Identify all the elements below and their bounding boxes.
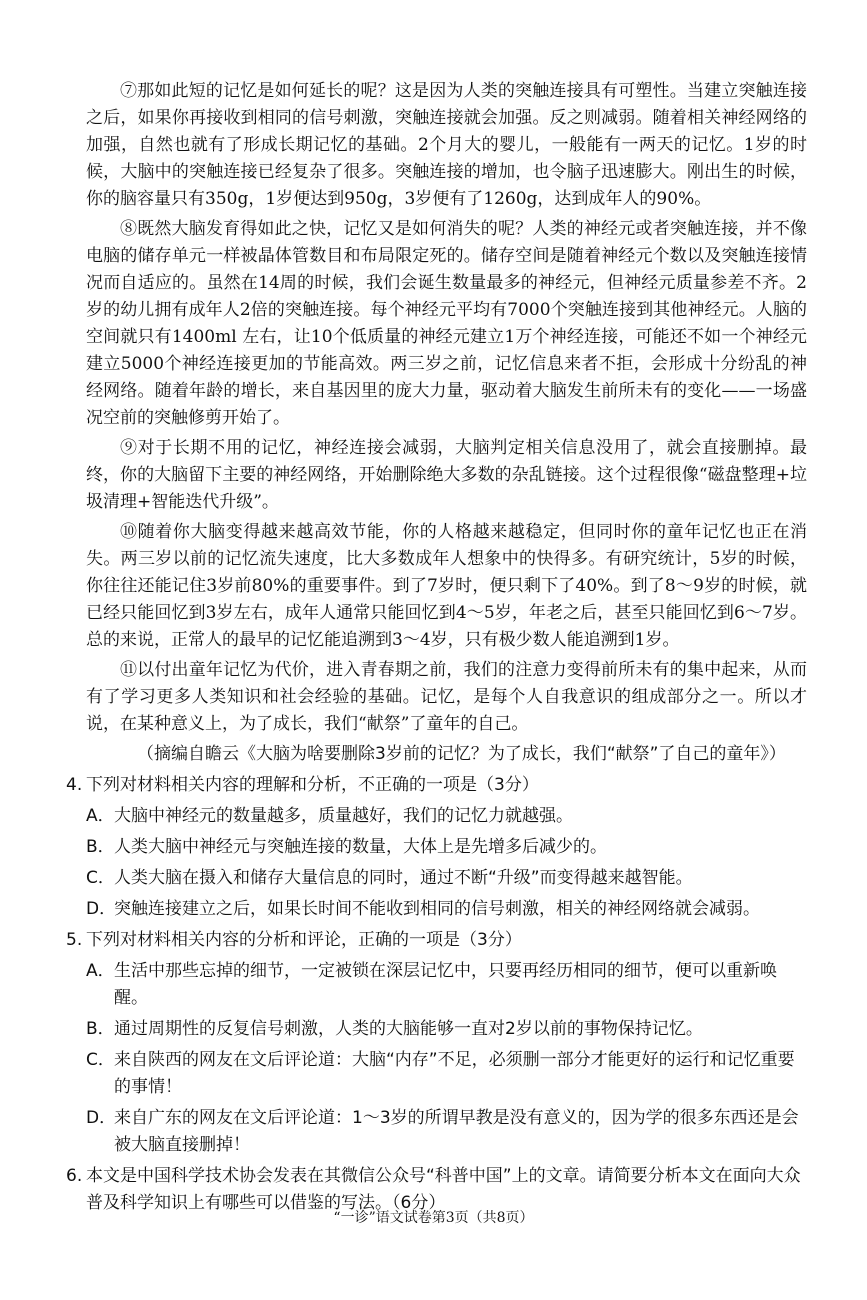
option-label: B． — [86, 1019, 115, 1039]
option-label: D． — [86, 899, 117, 919]
option-text: 来自陕西的网友在文后评论道：大脑“内存”不足，必须删一部分才能更好的运行和记忆重要的事情！ — [114, 1050, 795, 1097]
question-4 — [66, 772, 807, 923]
question-number: 4. — [66, 775, 83, 795]
page-footer: “一诊”语文试卷第3页（共8页） — [333, 1210, 534, 1226]
question-number: 6. — [66, 1166, 83, 1186]
option-text: 人类大脑中神经元与突触连接的数量，大体上是先增多后减少的。 — [114, 837, 607, 857]
source-citation: （摘编自瞻云《大脑为啥要删除3岁前的记忆？为了成长，我们“献祭”了自己的童年》） — [137, 744, 786, 764]
option-c — [86, 1047, 807, 1101]
option-a — [86, 958, 807, 1012]
question-text: 下列对材料相关内容的分析和评论，正确的一项是（3分） — [86, 930, 522, 950]
option-text: 生活中那些忘掉的细节，一定被锁在深层记忆中，只要再经历相同的细节，便可以重新唤醒。 — [114, 961, 777, 1008]
option-b — [86, 1016, 807, 1043]
option-list — [86, 958, 807, 1159]
option-label: C． — [86, 868, 115, 888]
option-d — [86, 896, 807, 923]
option-label: A． — [86, 961, 115, 981]
paragraph-11: ⑪以付出童年记忆为代价，进入青春期之前，我们的注意力变得前所未有的集中起来，从而有了学习更多人类知识和社会经验的基础。记忆，是每个人自我意识的组成部分之一。所以才说，在某种意义上，为了成长，我们“献祭”了童年的自己。 — [86, 660, 807, 734]
question-stem — [66, 927, 807, 954]
paragraph-7: ⑦那如此短的记忆是如何延长的呢？这是因为人类的突触连接具有可塑性。当建立突触连接之后，如果你再接收到相同的信号刺激，突触连接就会加强。反之则减弱。随着相关神经网络的加强，自然也就有了形成长期记忆的基础。2个月大的婴儿，一般能有一两天的记忆。1岁的时候，大脑中的突触连接已经复杂了很多。突触连接的增加，也令脑子迅速膨大。刚出生的时候，你的脑容量只有350g，1岁便达到950g，3岁便有了1260g，达到成年人的90%。 — [86, 81, 807, 209]
question-number: 5. — [66, 930, 83, 950]
option-text: 突触连接建立之后，如果长时间不能收到相同的信号刺激，相关的神经网络就会减弱。 — [114, 899, 760, 919]
question-stem — [66, 772, 807, 799]
paragraph-8: ⑧既然大脑发育得如此之快，记忆又是如何消失的呢？人类的神经元或者突触连接，并不像电脑的储存单元一样被晶体管数目和布局限定死的。储存空间是随着神经元个数以及突触连接情况而自适应的。虽然在14周的时候，我们会诞生数量最多的神经元，但神经元质量参差不齐。2岁的幼儿拥有成年人2倍的突触连接。每个神经元平均有7000个突触连接到其他神经元。人脑的空间就只有1400ml 左右，让10个低质量的神经元建立1万个神经连接，可能还不如一个神经元建立5000个神经连接更加的节能高效。两三岁之前，记忆信息来者不拒，会形成十分纷乱的神经网络。随着年龄的增长，来自基因里的庞大力量，驱动着大脑发生前所未有的变化——一场盛况空前的突触修剪开始了。 — [86, 219, 807, 428]
paragraph-10: ⑩随着你大脑变得越来越高效节能，你的人格越来越稳定，但同时你的童年记忆也正在消失。两三岁以前的记忆流失速度，比大多数成年人想象中的快得多。有研究统计，5岁的时候，你往往还能记住3岁前80%的重要事件。到了7岁时，便只剩下了40%。到了8～9岁的时候，就已经只能回忆到3岁左右，成年人通常只能回忆到4～5岁，年老之后，甚至只能回忆到6～7岁。总的来说，正常人的最早的记忆能追溯到3～4岁，只有极少数人能追溯到1岁。 — [86, 522, 807, 650]
option-text: 通过周期性的反复信号刺激，人类的大脑能够一直对2岁以前的事物保持记忆。 — [114, 1019, 703, 1039]
option-text: 大脑中神经元的数量越多，质量越好，我们的记忆力就越强。 — [114, 806, 573, 826]
question-text: 本文是中国科学技术协会发表在其微信公众号“科普中国”上的文章。请简要分析本文在面向大众普及科学知识上有哪些可以借鉴的写法。（6分） — [86, 1166, 801, 1213]
option-c — [86, 865, 807, 892]
option-label: D． — [86, 1108, 117, 1128]
option-text: 人类大脑在摄入和储存大量信息的同时，通过不断“升级”而变得越来越智能。 — [114, 868, 693, 888]
option-d — [86, 1105, 807, 1159]
option-list — [86, 803, 807, 923]
option-label: A． — [86, 806, 115, 826]
paragraph-9: ⑨对于长期不用的记忆，神经连接会减弱，大脑判定相关信息没用了，就会直接删掉。最终，你的大脑留下主要的神经网络，开始删除绝大多数的杂乱链接。这个过程很像“磁盘整理+垃圾清理+智能迭代升级”。 — [86, 438, 807, 512]
reading-passage — [86, 78, 807, 768]
option-a — [86, 803, 807, 830]
option-label: B． — [86, 837, 115, 857]
question-text: 下列对材料相关内容的理解和分析，不正确的一项是（3分） — [86, 775, 539, 795]
option-b — [86, 834, 807, 861]
question-5 — [66, 927, 807, 1159]
option-text: 来自广东的网友在文后评论道：1～3岁的所谓早教是没有意义的，因为学的很多东西还是会被大脑直接删掉！ — [114, 1108, 799, 1155]
option-label: C． — [86, 1050, 115, 1070]
